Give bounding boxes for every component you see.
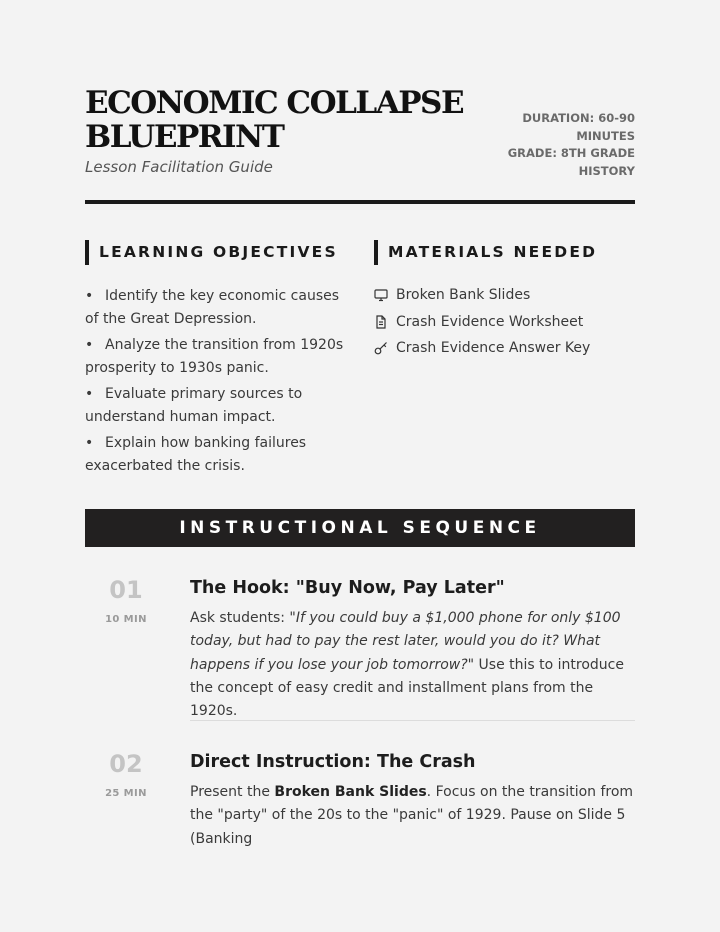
bullet-icon: • bbox=[85, 435, 94, 451]
header bbox=[85, 86, 635, 204]
monitor-icon bbox=[374, 288, 388, 302]
meta-line: DURATION: 60-90 bbox=[522, 111, 635, 125]
step-description bbox=[190, 607, 635, 723]
section-heading: MATERIALS NEEDED bbox=[374, 240, 634, 265]
step-text-strong: Broken Bank Slides bbox=[274, 784, 427, 800]
meta-line: MINUTES bbox=[576, 128, 635, 143]
step-body bbox=[190, 576, 635, 723]
step-text-quote: "If you could buy a $1,000 phone for only $100 today, but had to pay the rest later, would you do it? What happens if you lose your job tomorrow?" bbox=[190, 610, 621, 673]
material-label: Broken Bank Slides bbox=[396, 287, 531, 303]
document-icon bbox=[374, 315, 388, 329]
objective-text: Identify the key economic causes of the Great Depression. bbox=[85, 288, 340, 327]
learning-objectives-section bbox=[85, 240, 350, 481]
materials-section bbox=[374, 240, 634, 362]
list-item bbox=[85, 285, 350, 331]
step-title: Direct Instruction: The Crash bbox=[190, 752, 476, 772]
title-line-1: ECONOMIC COLLAPSE bbox=[85, 85, 464, 121]
list-item bbox=[374, 282, 634, 309]
meta-line: HISTORY bbox=[578, 163, 635, 178]
step-number: 02 bbox=[109, 750, 143, 778]
title-line-2: BLUEPRINT bbox=[85, 119, 284, 155]
objective-text: Analyze the transition from 1920s prosperity to 1930s panic. bbox=[85, 337, 344, 376]
materials-list bbox=[374, 282, 634, 362]
step-text-outro: Use this to introduce the concept of easy credit and installment plans from the 1920s. bbox=[190, 656, 624, 720]
step-number: 01 bbox=[109, 576, 143, 604]
step-text-outro: . Focus on the transition from the "party" of the 20s to the "panic" of 1929. Pause on Slide 5 (Banking bbox=[190, 784, 634, 847]
lesson-meta bbox=[495, 110, 635, 180]
page-title bbox=[85, 86, 465, 154]
material-label: Crash Evidence Answer Key bbox=[396, 340, 591, 356]
step-title: The Hook: "Buy Now, Pay Later" bbox=[190, 578, 505, 598]
section-heading: LEARNING OBJECTIVES bbox=[85, 240, 350, 265]
bullet-icon: • bbox=[85, 386, 94, 402]
header-divider bbox=[85, 200, 635, 204]
key-icon bbox=[374, 341, 388, 355]
step-text-intro: Ask students: bbox=[190, 610, 290, 626]
list-item bbox=[374, 335, 634, 362]
step-body bbox=[190, 750, 635, 851]
list-item bbox=[85, 432, 350, 478]
objective-text: Explain how banking failures exacerbated the crisis. bbox=[85, 435, 307, 474]
list-item bbox=[85, 383, 350, 429]
step-duration: 10 MIN bbox=[105, 614, 147, 625]
step-divider bbox=[190, 720, 635, 721]
step-text-intro: Present the bbox=[190, 784, 275, 800]
objectives-list bbox=[85, 285, 350, 478]
objective-text: Evaluate primary sources to understand human impact. bbox=[85, 386, 303, 425]
bullet-icon: • bbox=[85, 288, 94, 304]
meta-line: GRADE: 8TH GRADE bbox=[507, 146, 635, 160]
material-label: Crash Evidence Worksheet bbox=[396, 313, 584, 330]
page-subtitle: Lesson Facilitation Guide bbox=[85, 158, 273, 176]
instructional-sequence-banner: INSTRUCTIONAL SEQUENCE bbox=[85, 509, 635, 547]
step-duration: 25 MIN bbox=[105, 788, 147, 799]
step-description bbox=[190, 781, 635, 851]
list-item bbox=[85, 334, 350, 380]
bullet-icon: • bbox=[85, 337, 94, 353]
list-item bbox=[374, 309, 634, 336]
